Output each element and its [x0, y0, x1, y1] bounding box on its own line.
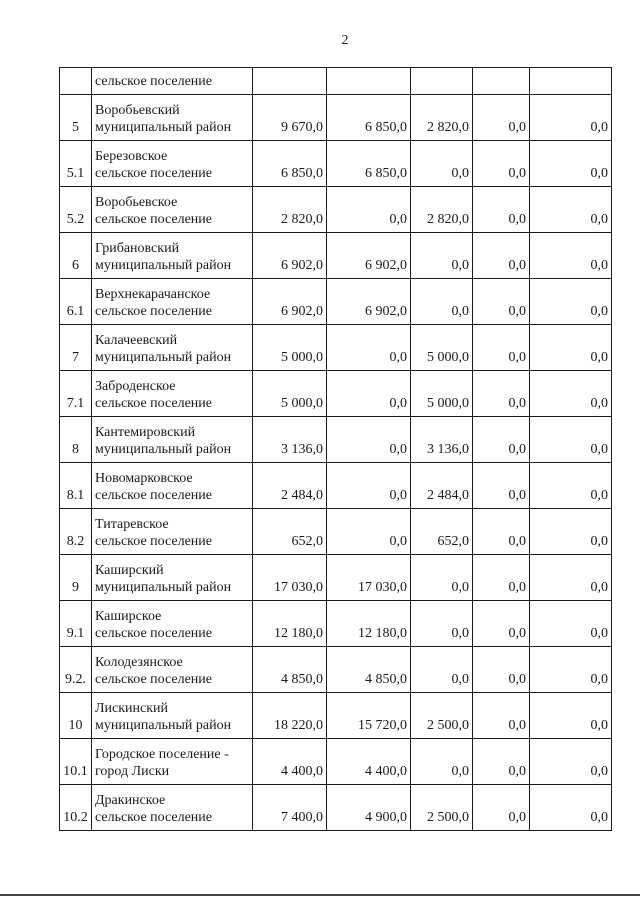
name-line-1: Дракинское: [95, 793, 166, 808]
table-row: [60, 509, 612, 555]
cell-value: 0,0: [389, 350, 407, 365]
cell-col4: [473, 233, 530, 279]
cell-value: 6 902,0: [365, 304, 407, 319]
cell-col3: [411, 739, 473, 785]
cell-col3: [411, 601, 473, 647]
cell-value: 652,0: [291, 534, 323, 549]
cell-col4: [473, 371, 530, 417]
cell-value: 0,0: [508, 304, 526, 319]
name-line-2: муниципальный район: [95, 442, 232, 457]
cell-col3: [411, 187, 473, 233]
table-row: [60, 785, 612, 831]
cell-col4: [473, 141, 530, 187]
cell-col5: [530, 509, 612, 555]
cell-col4: [473, 417, 530, 463]
cell-value: 0,0: [590, 166, 608, 181]
cell-col3: [411, 785, 473, 831]
cell-value: 0,0: [508, 442, 526, 457]
table-row: [60, 141, 612, 187]
cell-col2: [327, 785, 411, 831]
cell-value: 6 902,0: [281, 304, 323, 319]
name-line-1: Грибановский: [95, 241, 180, 256]
cell-value: 4 400,0: [281, 764, 323, 779]
cell-col5: [530, 141, 612, 187]
cell-number: [60, 555, 92, 601]
table-row: [60, 279, 612, 325]
cell-col1: [253, 279, 327, 325]
cell-name: [92, 601, 253, 647]
cell-value: 0,0: [451, 580, 469, 595]
cell-col4: [473, 95, 530, 141]
cell-name: [92, 739, 253, 785]
cell-col2: [327, 233, 411, 279]
row-number: 5: [72, 120, 79, 135]
cell-number: [60, 647, 92, 693]
cell-col2: [327, 647, 411, 693]
cell-value: 6 850,0: [365, 166, 407, 181]
cell-value: 9 670,0: [281, 120, 323, 135]
cell-number: [60, 417, 92, 463]
cell-value: 0,0: [508, 166, 526, 181]
cell-col4: [473, 463, 530, 509]
cell-col5: [530, 647, 612, 693]
cell-col1: [253, 325, 327, 371]
cell-number: [60, 325, 92, 371]
cell-col5: [530, 279, 612, 325]
cell-value: 2 500,0: [427, 718, 469, 733]
cell-name: [92, 233, 253, 279]
cell-col1: [253, 233, 327, 279]
cell-value: 0,0: [451, 626, 469, 641]
cell-col2: [327, 417, 411, 463]
cell-value: 12 180,0: [358, 626, 407, 641]
cell-value: 0,0: [590, 258, 608, 273]
cell-value: 0,0: [590, 488, 608, 503]
cell-col5: [530, 187, 612, 233]
cell-value: 6 850,0: [281, 166, 323, 181]
cell-col1: [253, 647, 327, 693]
cell-value: 0,0: [508, 718, 526, 733]
cell-value: 0,0: [508, 810, 526, 825]
cell-value: 17 030,0: [358, 580, 407, 595]
cell-value: 0,0: [590, 626, 608, 641]
name-line-2: сельское поселение: [95, 304, 212, 319]
cell-name: [92, 417, 253, 463]
cell-value: 3 136,0: [281, 442, 323, 457]
cell-value: 0,0: [508, 580, 526, 595]
cell-col5: [530, 325, 612, 371]
cell-number: [60, 601, 92, 647]
cell-col4: [473, 601, 530, 647]
cell-col2: [327, 463, 411, 509]
cell-col4: [473, 279, 530, 325]
cell-col5: [530, 95, 612, 141]
cell-col5: [530, 463, 612, 509]
table-body: [60, 68, 612, 831]
table-row: [60, 325, 612, 371]
cell-value: 0,0: [508, 258, 526, 273]
cell-col3: [411, 417, 473, 463]
row-number: 9.2.: [65, 672, 86, 687]
cell-value: 18 220,0: [274, 718, 323, 733]
cell-value: 2 820,0: [281, 212, 323, 227]
name-line-2: муниципальный район: [95, 120, 232, 135]
table-row: [60, 95, 612, 141]
cell-name: [92, 555, 253, 601]
cell-value: 3 136,0: [427, 442, 469, 457]
row-number: 9: [72, 580, 79, 595]
cell-col4: [473, 187, 530, 233]
row-number: 10.1: [63, 764, 88, 779]
cell-col2: [327, 68, 411, 95]
cell-col2: [327, 187, 411, 233]
cell-number: [60, 371, 92, 417]
cell-value: 0,0: [590, 534, 608, 549]
row-number: 10.2: [63, 810, 88, 825]
cell-name: [92, 693, 253, 739]
name-line-1: Каширский: [95, 563, 164, 578]
row-number: 9.1: [66, 626, 85, 641]
cell-col3: [411, 463, 473, 509]
row-number: 5.2: [66, 212, 85, 227]
cell-value: 5 000,0: [281, 396, 323, 411]
cell-name: [92, 371, 253, 417]
cell-name: [92, 95, 253, 141]
cell-value: 0,0: [590, 580, 608, 595]
cell-col5: [530, 785, 612, 831]
cell-value: 0,0: [590, 120, 608, 135]
row-number: 8.1: [66, 488, 85, 503]
cell-value: 652,0: [437, 534, 469, 549]
name-line-1: Березовское: [95, 149, 168, 164]
cell-value: 12 180,0: [274, 626, 323, 641]
cell-value: 0,0: [451, 258, 469, 273]
cell-col3: [411, 371, 473, 417]
cell-value: 6 902,0: [281, 258, 323, 273]
cell-col3: [411, 95, 473, 141]
cell-col1: [253, 141, 327, 187]
cell-col4: [473, 509, 530, 555]
cell-col2: [327, 555, 411, 601]
cell-name: [92, 141, 253, 187]
cell-col3: [411, 509, 473, 555]
cell-col2: [327, 95, 411, 141]
cell-value: 0,0: [590, 764, 608, 779]
cell-value: 0,0: [590, 212, 608, 227]
cell-value: 0,0: [451, 764, 469, 779]
row-number: 8.2: [66, 534, 85, 549]
cell-value: 6 902,0: [365, 258, 407, 273]
cell-total: [253, 68, 327, 95]
name-line-2: сельское поселение: [95, 212, 212, 227]
name-line-1: Лискинский: [95, 701, 168, 716]
cell-col2: [327, 693, 411, 739]
row-number: 6.1: [66, 304, 85, 319]
cell-col3: [411, 233, 473, 279]
cell-value: 2 820,0: [427, 120, 469, 135]
cell-col5: [530, 371, 612, 417]
cell-col2: [327, 325, 411, 371]
cell-name: [92, 509, 253, 555]
cell-value: 4 850,0: [281, 672, 323, 687]
table-row: [60, 371, 612, 417]
cell-number: [60, 785, 92, 831]
row-number: 7: [72, 350, 79, 365]
cell-value: 4 400,0: [365, 764, 407, 779]
cell-value: 5 000,0: [281, 350, 323, 365]
cell-col4: [473, 693, 530, 739]
cell-value: 0,0: [451, 672, 469, 687]
cell-col1: [253, 95, 327, 141]
cell-col3: [411, 279, 473, 325]
cell-name: [92, 325, 253, 371]
name-line-1: Воробьевское: [95, 195, 178, 210]
cell-number: [60, 233, 92, 279]
cell-col1: [253, 463, 327, 509]
cell-col4: [473, 555, 530, 601]
name-line-1: Воробьевский: [95, 103, 180, 118]
row-number: 5.1: [66, 166, 85, 181]
name-line-1: Калачеевский: [95, 333, 178, 348]
cell-value: 0,0: [590, 442, 608, 457]
cell-value: 0,0: [590, 810, 608, 825]
cell-col5: [530, 555, 612, 601]
cell-col3: [411, 68, 473, 95]
cell-number: [60, 141, 92, 187]
cell-name: [92, 785, 253, 831]
table-row: [60, 601, 612, 647]
table-row: [60, 693, 612, 739]
cell-col1: [253, 187, 327, 233]
table-row: [60, 647, 612, 693]
cell-col2: [327, 739, 411, 785]
row-number: 7.1: [66, 396, 85, 411]
cell-number: [60, 463, 92, 509]
cell-value: 7 400,0: [281, 810, 323, 825]
cell-col1: [253, 509, 327, 555]
cell-col3: [411, 141, 473, 187]
cell-value: 0,0: [590, 396, 608, 411]
cell-value: 0,0: [389, 442, 407, 457]
scan-bottom-edge: [0, 894, 640, 896]
name-line-1: Каширское: [95, 609, 162, 624]
cell-number: [60, 693, 92, 739]
page-number: 2: [341, 33, 349, 48]
cell-name: [92, 463, 253, 509]
cell-value: 15 720,0: [358, 718, 407, 733]
name-line-1: Колодезянское: [95, 655, 183, 670]
cell-number: [60, 68, 92, 95]
table-row: [60, 233, 612, 279]
name-line-2: сельское поселение: [95, 488, 212, 503]
cell-number: [60, 279, 92, 325]
cell-col5: [530, 739, 612, 785]
cell-value: 0,0: [389, 534, 407, 549]
cell-number: [60, 187, 92, 233]
cell-col1: [253, 693, 327, 739]
cell-value: 2 484,0: [427, 488, 469, 503]
name-line-2: сельское поселение: [95, 810, 212, 825]
cell-value: 0,0: [590, 718, 608, 733]
cell-value: 0,0: [389, 488, 407, 503]
table-row: [60, 187, 612, 233]
cell-col2: [327, 371, 411, 417]
cell-number: [60, 95, 92, 141]
row-number: 6: [72, 258, 79, 273]
name-line-2: муниципальный район: [95, 350, 232, 365]
name-line-1: Новомарковское: [95, 471, 193, 486]
name-line-1: Титаревское: [95, 517, 169, 532]
name-line-1: Городское поселение -: [95, 747, 229, 762]
name-line-2: сельское поселение: [95, 626, 212, 641]
cell-value: 0,0: [508, 764, 526, 779]
row-number: 10: [68, 718, 83, 733]
cell-col5: [530, 233, 612, 279]
cell-value: 0,0: [508, 626, 526, 641]
cell-col3: [411, 647, 473, 693]
name-line-2: сельское поселение: [95, 672, 212, 687]
cell-col3: [411, 693, 473, 739]
cell-value: 0,0: [508, 350, 526, 365]
cell-value: 4 850,0: [365, 672, 407, 687]
cell-col2: [327, 279, 411, 325]
name-line-1: Верхнекарачанское: [95, 287, 211, 302]
cell-col5: [530, 68, 612, 95]
cell-col5: [530, 417, 612, 463]
cell-col1: [253, 785, 327, 831]
cell-value: 0,0: [389, 396, 407, 411]
cell-value: 0,0: [590, 304, 608, 319]
name-line-2: муниципальный район: [95, 258, 232, 273]
name-line-2: город Лиски: [95, 764, 170, 779]
cell-value: 0,0: [508, 534, 526, 549]
cell-col4: [473, 785, 530, 831]
cell-value: 2 484,0: [281, 488, 323, 503]
cell-col1: [253, 371, 327, 417]
cell-number: [60, 509, 92, 555]
cell-name: [92, 187, 253, 233]
cell-col4: [473, 739, 530, 785]
name-line-2: муниципальный район: [95, 580, 232, 595]
cell-value: 0,0: [508, 212, 526, 227]
cell-col4: [473, 68, 530, 95]
table-row: [60, 463, 612, 509]
cell-col4: [473, 647, 530, 693]
cell-col1: [253, 739, 327, 785]
cell-value: 0,0: [508, 672, 526, 687]
cell-value: 6 850,0: [365, 120, 407, 135]
cell-value: 0,0: [590, 672, 608, 687]
cell-value: 0,0: [590, 350, 608, 365]
cell-value: 17 030,0: [274, 580, 323, 595]
cell-value: 0,0: [451, 166, 469, 181]
cell-value: 0,0: [508, 488, 526, 503]
cell-value: 4 900,0: [365, 810, 407, 825]
cell-value: 2 820,0: [427, 212, 469, 227]
name-line-1: Заброденское: [95, 379, 176, 394]
cell-col3: [411, 325, 473, 371]
budget-table: [59, 67, 612, 831]
cell-name: [92, 279, 253, 325]
cell-col5: [530, 693, 612, 739]
row-number: 8: [72, 442, 79, 457]
cell-name: сельское поселение: [92, 68, 253, 95]
name-line-2: сельское поселение: [95, 534, 212, 549]
cell-col4: [473, 325, 530, 371]
cell-value: 0,0: [451, 304, 469, 319]
cell-value: 5 000,0: [427, 350, 469, 365]
cell-value: 0,0: [389, 212, 407, 227]
name-line-2: сельское поселение: [95, 396, 212, 411]
cell-number: [60, 739, 92, 785]
cell-value: 2 500,0: [427, 810, 469, 825]
cell-name: [92, 647, 253, 693]
cell-value: 0,0: [508, 396, 526, 411]
cell-col1: [253, 555, 327, 601]
table-row: [60, 739, 612, 785]
name-line-1: Кантемировский: [95, 425, 196, 440]
cell-value: 0,0: [508, 120, 526, 135]
cell-col5: [530, 601, 612, 647]
cell-col3: [411, 555, 473, 601]
name-line-2: сельское поселение: [95, 166, 212, 181]
table-row: [60, 555, 612, 601]
cell-col1: [253, 601, 327, 647]
cell-col2: [327, 601, 411, 647]
cell-value: 5 000,0: [427, 396, 469, 411]
cell-col1: [253, 417, 327, 463]
name-line-2: муниципальный район: [95, 718, 232, 733]
table-row: [60, 417, 612, 463]
table-row-continued: [60, 68, 612, 95]
cell-col2: [327, 509, 411, 555]
cell-col2: [327, 141, 411, 187]
